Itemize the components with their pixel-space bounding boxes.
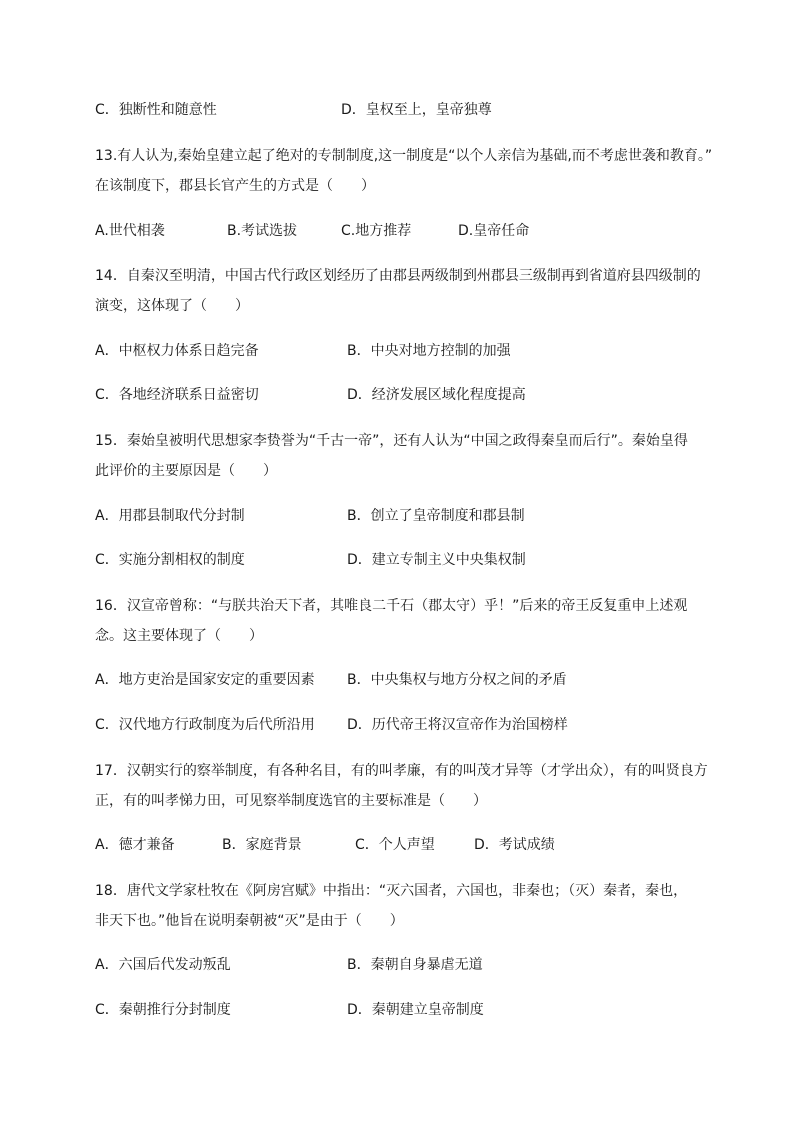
question-16-stem-line-1: 16．汉宣帝曾称：“与朕共治天下者，其唯良二千石（郡太守）乎！”后来的帝王反复重申上述观 — [95, 598, 688, 614]
question-13-option-a: A.世代相袭 — [95, 223, 165, 239]
question-15-stem-line-1: 15．秦始皇被明代思想家李贽誉为“千古一帝”，还有人认为“中国之政得秦皇而后行”。秦始皇得 — [95, 433, 688, 449]
question-16-option-d: D．历代帝王将汉宣帝作为治国榜样 — [347, 717, 568, 733]
question-17-option-b: B．家庭背景 — [222, 837, 302, 853]
question-14-option-d: D．经济发展区域化程度提高 — [347, 387, 526, 403]
question-18-stem-line-2: 非天下也。”他旨在说明秦朝被“灭”是由于（ ） — [95, 913, 404, 929]
question-14-option-b: B．中央对地方控制的加强 — [347, 343, 511, 359]
prev-option-d: D．皇权至上，皇帝独尊 — [341, 102, 492, 118]
question-16-option-c: C．汉代地方行政制度为后代所沿用 — [95, 717, 315, 733]
question-18-option-a: A．六国后代发动叛乱 — [95, 957, 231, 973]
question-15-option-b: B．创立了皇帝制度和郡县制 — [347, 508, 525, 524]
question-18-option-c: C．秦朝推行分封制度 — [95, 1002, 231, 1018]
question-13-stem-line-1: 13.有人认为,秦始皇建立起了绝对的专制制度,这一制度是“以个人亲信为基础,而不考虑世袭和教育。” — [95, 148, 713, 164]
question-18-option-b: B．秦朝自身暴虐无道 — [347, 957, 483, 973]
question-14-stem-line-1: 14．自秦汉至明清，中国古代行政区划经历了由郡县两级制到州郡县三级制再到省道府县四级制的 — [95, 268, 701, 284]
question-16-stem-line-2: 念。这主要体现了（ ） — [95, 628, 263, 644]
question-15-option-c: C．实施分割相权的制度 — [95, 552, 245, 568]
question-16-option-b: B．中央集权与地方分权之间的矛盾 — [347, 672, 567, 688]
question-15-option-a: A．用郡县制取代分封制 — [95, 508, 245, 524]
question-15-stem-line-2: 此评价的主要原因是（ ） — [95, 463, 277, 479]
question-16-option-a: A．地方吏治是国家安定的重要因素 — [95, 672, 315, 688]
question-13-option-d: D.皇帝任命 — [458, 223, 530, 239]
question-17-option-c: C．个人声望 — [355, 837, 435, 853]
question-13-option-c: C.地方推荐 — [341, 223, 412, 239]
question-13-stem-line-2: 在该制度下，郡县长官产生的方式是（ ） — [95, 178, 375, 194]
question-14-option-c: C．各地经济联系日益密切 — [95, 387, 259, 403]
question-17-stem-line-1: 17．汉朝实行的察举制度，有各种名目，有的叫孝廉，有的叫茂才异等（才学出众），有的叫贤良方 — [95, 763, 708, 779]
question-18-stem-line-1: 18．唐代文学家杜牧在《阿房宫赋》中指出：“灭六国者，六国也，非秦也；（灭）秦者，秦也， — [95, 883, 688, 899]
question-17-option-d: D．考试成绩 — [474, 837, 555, 853]
prev-option-c: C．独断性和随意性 — [95, 102, 217, 118]
question-14-option-a: A．中枢权力体系日趋完备 — [95, 343, 259, 359]
question-18-option-d: D．秦朝建立皇帝制度 — [347, 1002, 484, 1018]
question-17-option-a: A．德才兼备 — [95, 837, 175, 853]
question-14-stem-line-2: 演变，这体现了（ ） — [95, 298, 249, 314]
question-15-option-d: D．建立专制主义中央集权制 — [347, 552, 526, 568]
question-13-option-b: B.考试选拔 — [227, 223, 298, 239]
question-17-stem-line-2: 正，有的叫孝悌力田，可见察举制度选官的主要标准是（ ） — [95, 793, 487, 809]
